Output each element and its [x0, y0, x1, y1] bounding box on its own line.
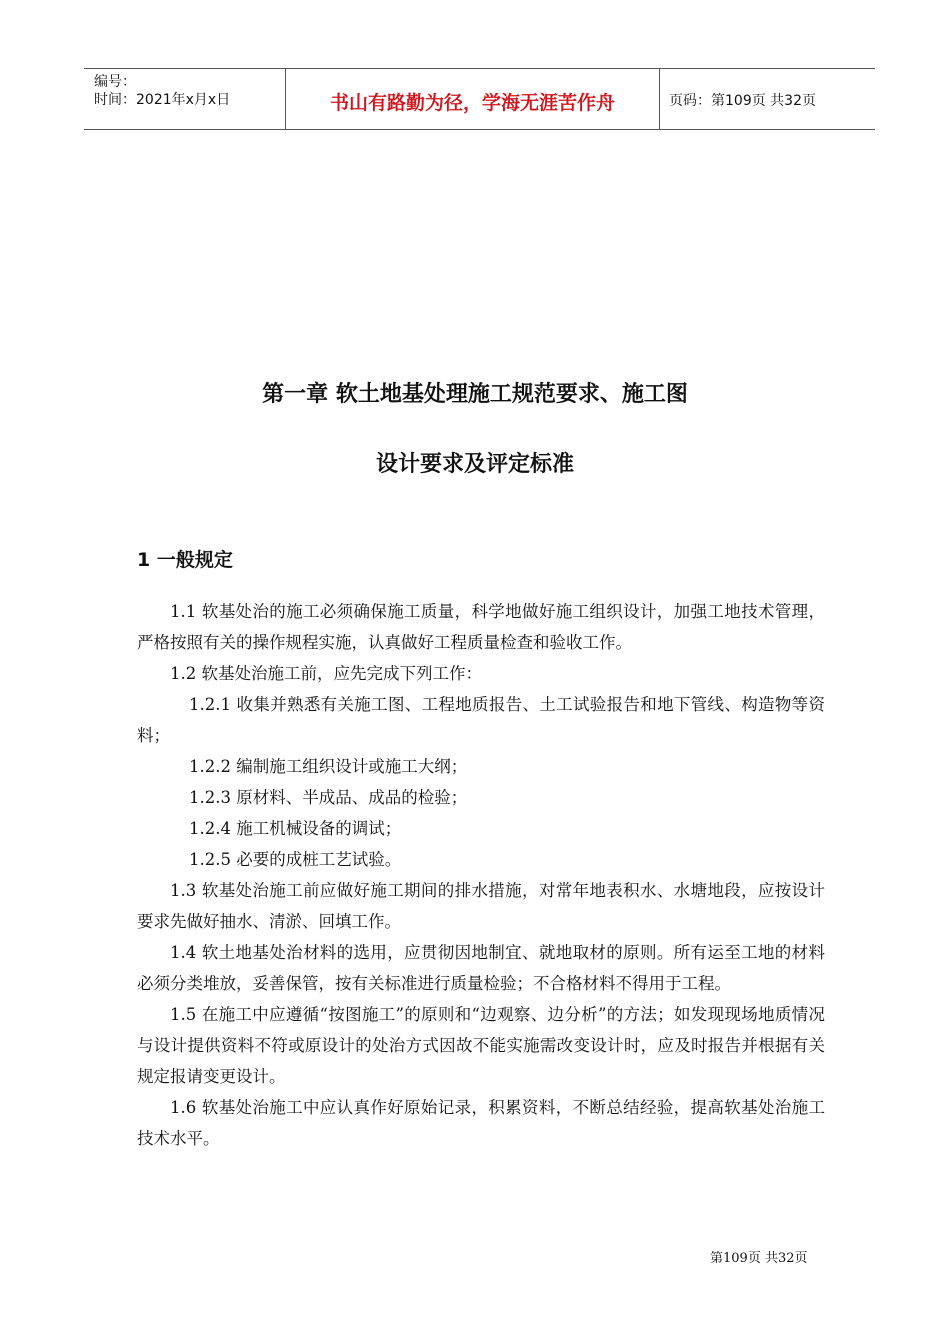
header-page-cell [659, 69, 875, 129]
paragraph: 1.6 软基处治施工中应认真作好原始记录，积累资料，不断总结经验，提高软基处治施工技术水平。 [137, 1098, 825, 1148]
page-footer: 第109页 共32页 [710, 1251, 808, 1266]
paragraph: 1.4 软土地基处治材料的选用，应贯彻因地制宜、就地取材的原则。所有运至工地的材料必须分类堆放，妥善保管，按有关标准进行质量检验；不合格材料不得用于工程。 [137, 943, 825, 993]
header-motto: 书山有路勤为径，学海无涯苦作舟 [329, 92, 615, 114]
paragraph: 1.2.5 必要的成桩工艺试验。 [189, 850, 402, 869]
chapter-subtitle: 设计要求及评定标准 [375, 452, 574, 477]
paragraph: 1.3 软基处治施工前应做好施工期间的排水措施，对常年地表积水、水塘地段，应按设计要求先做好抽水、清淤、回填工作。 [137, 881, 825, 931]
document-date-label: 时间：2021年x月x日 [94, 92, 231, 108]
paragraph: 1.2 软基处治施工前，应先完成下列工作： [170, 664, 482, 683]
header-page-number: 页码：第109页 共32页 [669, 93, 816, 109]
paragraph: 1.5 在施工中应遵循“按图施工”的原则和“边观察、边分析”的方法；如发现现场地质情况与设计提供资料不符或原设计的处治方式因故不能实施需改变设计时，应及时报告并根据有关规定报请变更设计。 [137, 1005, 825, 1086]
paragraph: 1.2.3 原材料、半成品、成品的检验； [189, 788, 468, 807]
section-heading: 1 一般规定 [137, 549, 233, 571]
paragraph: 1.2.1 收集并熟悉有关施工图、工程地质报告、土工试验报告和地下管线、构造物等资料； [137, 695, 825, 745]
document-number-label: 编号： [94, 74, 136, 90]
document-body [137, 596, 825, 1154]
paragraph: 1.1 软基处治的施工必须确保施工质量，科学地做好施工组织设计，加强工地技术管理，严格按照有关的操作规程实施，认真做好工程质量检查和验收工作。 [137, 602, 825, 652]
page-header [84, 68, 875, 130]
paragraph: 1.2.4 施工机械设备的调试； [189, 819, 402, 838]
paragraph: 1.2.2 编制施工组织设计或施工大纲； [189, 757, 468, 776]
header-motto-cell [285, 69, 660, 129]
header-info-cell [84, 69, 285, 129]
chapter-title: 第一章 软土地基处理施工规范要求、施工图 [262, 382, 688, 407]
